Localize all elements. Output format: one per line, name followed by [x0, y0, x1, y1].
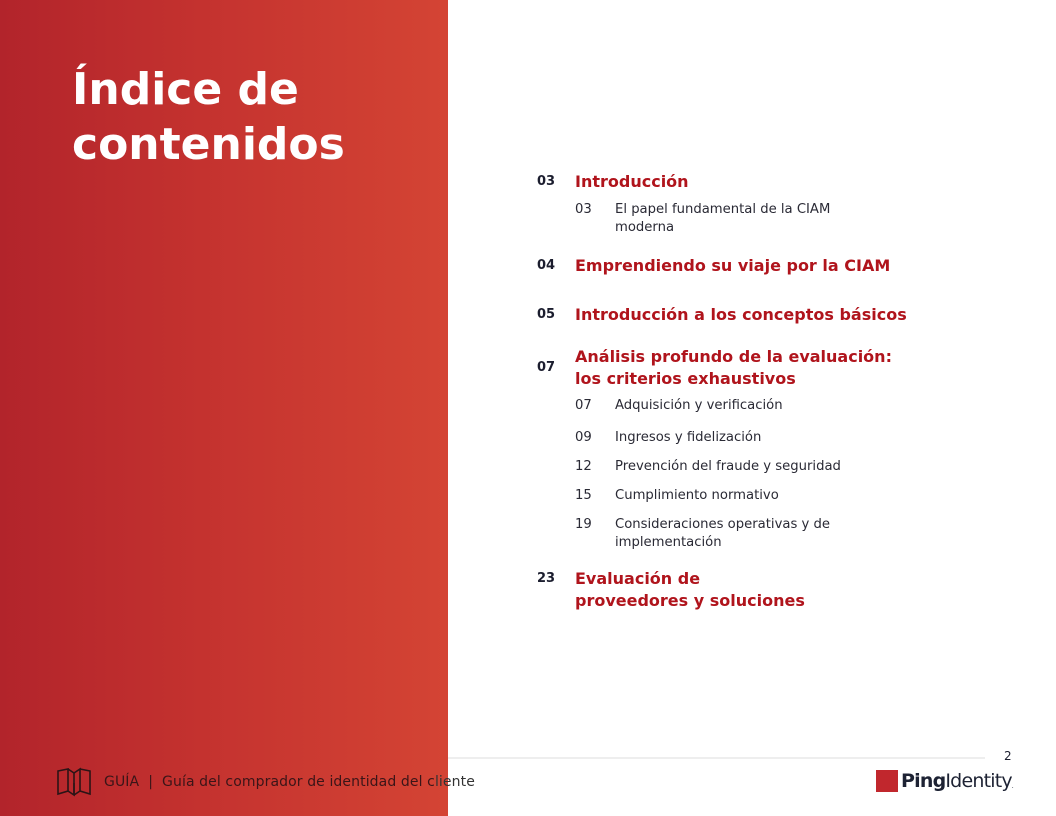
page-title-line-2: contenidos [72, 119, 345, 170]
toc-entry-heading[interactable]: Introducción a los conceptos básicos [575, 305, 907, 324]
toc-subentry-page-number: 07 [575, 398, 592, 413]
toc-subentry-label[interactable]: Ingresos y fidelización [615, 430, 762, 445]
toc-subentry-label-line-2: moderna [615, 219, 675, 235]
toc-subentry-page-number: 09 [575, 430, 592, 445]
toc-subentry-label[interactable]: Adquisición y verificación [615, 398, 783, 413]
toc-entry-heading[interactable]: Emprendiendo su viaje por la CIAM [575, 256, 891, 275]
toc-subentry-label[interactable] [615, 201, 885, 236]
page-number: 2 [1004, 749, 1012, 763]
footer-doc-title: Guía del comprador de identidad del c [162, 774, 435, 790]
ping-identity-logo [876, 769, 1014, 793]
open-book-icon [56, 767, 92, 797]
toc-entry-page-number: 07 [537, 360, 556, 375]
toc-entry-page-number: 04 [537, 258, 556, 273]
footer-text [104, 774, 475, 790]
toc-entry-heading-line-1: Análisis profundo de la evaluación: [575, 347, 892, 366]
toc-subentry-label-line-1: El papel fundamental de la CIAM [615, 202, 831, 217]
toc-subentry-page-number: 15 [575, 488, 592, 503]
toc-subentry-label[interactable] [615, 516, 885, 551]
toc-subentry-label-line-2: implementación [615, 534, 722, 550]
toc-entry-heading[interactable]: Introducción [575, 172, 689, 191]
footer-doc-title-tail: liente [434, 774, 475, 790]
page-title-line-1: Índice de [72, 64, 299, 115]
toc-entry-page-number: 03 [537, 174, 556, 189]
footer-guide-tag: GUÍA [104, 774, 140, 790]
toc-subentry-label[interactable]: Cumplimiento normativo [615, 488, 779, 503]
toc-subentry-label-line-1: Consideraciones operativas y de [615, 517, 830, 532]
toc-subentry-page-number: 19 [575, 517, 592, 532]
toc-entry-heading-line-2: los criterios exhaustivos [575, 368, 796, 388]
footer-divider [448, 757, 985, 759]
toc-entry-heading[interactable] [575, 568, 955, 611]
red-square-logo-icon [876, 770, 898, 792]
logo-trademark-dot: . [1011, 783, 1014, 790]
page-title [72, 62, 345, 172]
footer-guide-label [56, 766, 475, 798]
toc-entry-heading-line-1: Evaluación de [575, 569, 701, 588]
footer-separator: | [148, 774, 154, 790]
toc-entry-page-number: 05 [537, 307, 556, 322]
toc-entry-heading-line-2: proveedores y soluciones [575, 590, 805, 610]
toc-subentry-label[interactable]: Prevención del fraude y seguridad [615, 459, 841, 474]
toc-entry-page-number: 23 [537, 571, 556, 586]
logo-word-identity: Identity [945, 770, 1012, 792]
toc-entry-heading[interactable] [575, 346, 955, 389]
toc-subentry-page-number: 03 [575, 202, 592, 217]
logo-word-ping: Ping [901, 770, 946, 792]
toc-subentry-page-number: 12 [575, 459, 592, 474]
